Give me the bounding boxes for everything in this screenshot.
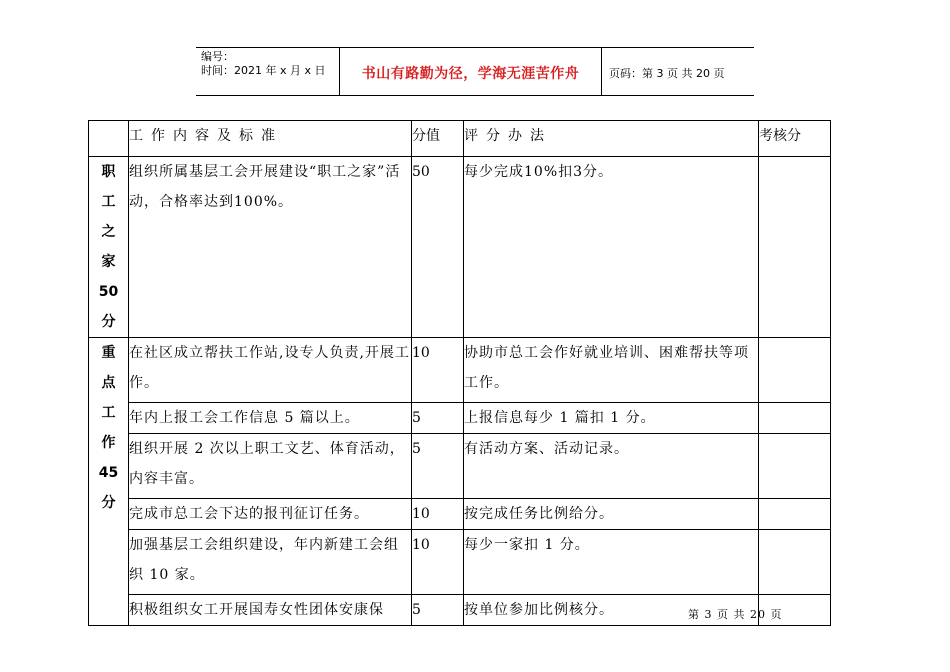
content-cell: 组织所属基层工会开展建设“职工之家”活动，合格率达到100%。 bbox=[129, 157, 412, 338]
score-cell: 5 bbox=[412, 403, 464, 434]
header-divider bbox=[601, 47, 602, 96]
check-cell bbox=[759, 403, 831, 434]
content-cell: 组织开展 2 次以上职工文艺、体育活动，内容丰富。 bbox=[129, 434, 412, 499]
score-cell: 5 bbox=[412, 434, 464, 499]
content-cell: 在社区成立帮扶工作站,设专人负责,开展工作。 bbox=[129, 338, 412, 403]
table-row bbox=[89, 434, 831, 499]
header-cell-content: 工作内容及标准 bbox=[129, 121, 412, 157]
method-cell: 按单位参加比例核分。 bbox=[464, 595, 759, 626]
table-row bbox=[89, 157, 831, 338]
header-cell-category bbox=[89, 121, 129, 157]
assessment-table bbox=[88, 120, 831, 626]
method-cell: 协助市总工会作好就业培训、困难帮扶等项工作。 bbox=[464, 338, 759, 403]
check-cell bbox=[759, 434, 831, 499]
score-cell: 10 bbox=[412, 499, 464, 530]
table-row bbox=[89, 530, 831, 595]
header-top-rule bbox=[196, 47, 754, 48]
method-cell: 每少一家扣 1 分。 bbox=[464, 530, 759, 595]
header-motto: 书山有路勤为径，学海无涯苦作舟 bbox=[361, 66, 580, 82]
table-header-row bbox=[89, 121, 831, 157]
page-footer: 第 3 页 共 20 页 bbox=[688, 608, 783, 621]
check-cell bbox=[759, 499, 831, 530]
content-cell: 加强基层工会组织建设，年内新建工会组织 10 家。 bbox=[129, 530, 412, 595]
table-row bbox=[89, 338, 831, 403]
header-meta bbox=[201, 50, 337, 78]
content-cell: 积极组织女工开展国寿女性团体安康保 bbox=[129, 595, 412, 626]
table-row bbox=[89, 403, 831, 434]
score-cell: 10 bbox=[412, 338, 464, 403]
header-cell-score: 分值 bbox=[412, 121, 464, 157]
category-cell: 职 工 之 家 50 分 bbox=[89, 157, 129, 338]
score-cell: 5 bbox=[412, 595, 464, 626]
header-bottom-rule bbox=[196, 95, 754, 96]
check-cell bbox=[759, 338, 831, 403]
category-cell: 重 点 工 作 45 分 bbox=[89, 338, 129, 626]
header-page-info: 页码：第 3 页 共 20 页 bbox=[609, 67, 725, 80]
header-cell-method: 评分办法 bbox=[464, 121, 759, 157]
method-cell: 有活动方案、活动记录。 bbox=[464, 434, 759, 499]
method-cell: 每少完成10%扣3分。 bbox=[464, 157, 759, 338]
check-cell bbox=[759, 530, 831, 595]
table-row bbox=[89, 499, 831, 530]
content-cell: 年内上报工会工作信息 5 篇以上。 bbox=[129, 403, 412, 434]
score-cell: 50 bbox=[412, 157, 464, 338]
method-cell: 按完成任务比例给分。 bbox=[464, 499, 759, 530]
header-cell-check: 考核分 bbox=[759, 121, 831, 157]
score-cell: 10 bbox=[412, 530, 464, 595]
content-cell: 完成市总工会下达的报刊征订任务。 bbox=[129, 499, 412, 530]
check-cell bbox=[759, 157, 831, 338]
time-label: 时间：2021 年 x 月 x 日 bbox=[201, 64, 326, 77]
number-label: 编号： bbox=[201, 50, 234, 63]
method-cell: 上报信息每少 1 篇扣 1 分。 bbox=[464, 403, 759, 434]
